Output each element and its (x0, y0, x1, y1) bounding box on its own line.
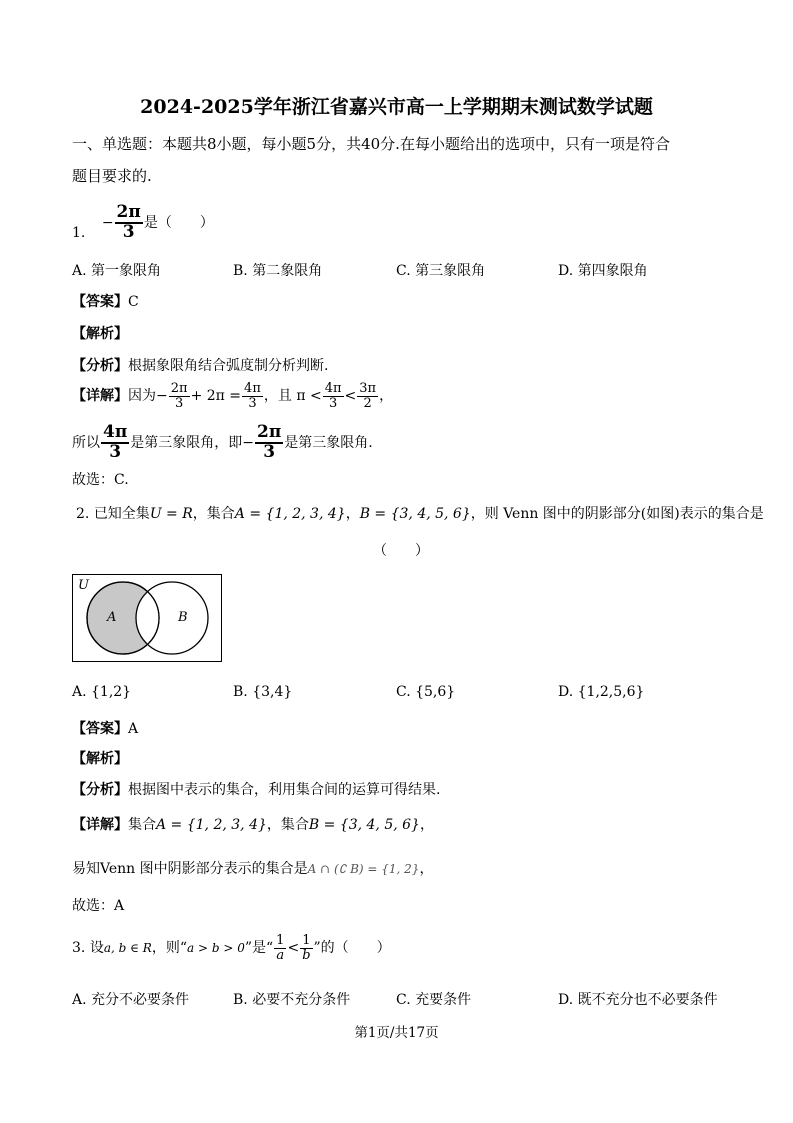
q2-analysis-label: 【解析】 (72, 751, 128, 767)
q3-option-a: A. 充分不必要条件 (72, 992, 190, 1008)
question-number: 1. (72, 224, 86, 241)
q2-easy: 易知Venn 图中阴影部分表示的集合是A ∩ (∁ B) = {1, 2}， (72, 861, 434, 877)
q2-option-b: B. {3,4} (233, 684, 293, 700)
q3-option-d: D. 既不充分也不必要条件 (558, 992, 718, 1008)
venn-diagram (72, 574, 222, 662)
q1-answer: 【答案】C (72, 294, 139, 310)
q1-detail: 【详解】因为− $\frac{2\pi}{3}$ + 2π = $\frac{4\pi}{3}$ ，且 π < $\frac{4\pi}{3}$ < $\frac{3\pi}{2}$ ， (72, 381, 394, 411)
q3-option-b: B. 必要不充分条件 (233, 992, 351, 1008)
page-footer: 第1页/共17页 (354, 1025, 439, 1041)
q2-detail: 【详解】集合A = {1, 2, 3, 4}，集合B = {3, 4, 5, 6}， (72, 817, 434, 833)
q2-paren: （ ） (373, 543, 429, 559)
question-1-stem (72, 204, 214, 242)
q2-option-a: A. {1,2} (72, 684, 132, 700)
q1-analysis-label: 【解析】 (72, 326, 128, 342)
q2-option-d: D. {1,2,5,6} (558, 684, 645, 700)
q1-option-c: C. 第三象限角 (396, 263, 486, 279)
section-header-line1: 一、单选题：本题共8小题，每小题5分，共40分.在每小题给出的选项中，只有一项是符合 (72, 135, 670, 153)
q1-fenxi: 【分析】根据象限角结合弧度制分析判断. (72, 358, 329, 374)
page-title: 2024-2025学年浙江省嘉兴市高一上学期期末测试数学试题 (140, 96, 653, 118)
stem-tail: 是（ ） (143, 214, 214, 231)
venn-diagram-frame (72, 574, 222, 662)
q2-answer: 【答案】A (72, 721, 139, 737)
q1-option-b: B. 第二象限角 (233, 263, 323, 279)
q1-option-d: D. 第四象限角 (558, 263, 648, 279)
q2-fenxi: 【分析】根据图中表示的集合，利用集合间的运算可得结果. (72, 782, 441, 798)
q1-choose: 故选：C. (72, 472, 129, 488)
q2-choose: 故选：A (72, 898, 125, 914)
q1-option-a: A. 第一象限角 (72, 263, 162, 279)
q2-option-c: C. {5,6} (396, 684, 456, 700)
venn-a-label: A (107, 610, 117, 625)
q3-option-c: C. 充要条件 (396, 992, 472, 1008)
venn-b-label: B (178, 610, 188, 625)
q1-so: 所以 $\frac{4\pi}{3}$ 是第三象限角，即− $\frac{2\pi}{3}$ 是第三象限角. (72, 422, 373, 462)
section-header-line2: 题目要求的. (72, 167, 152, 185)
question-3-stem: 3. 设a, b ∈ R，则“a > b > 0”是“ $\frac{1}{a}$ < $\frac{1}{b}$ ”的（ ） (72, 933, 391, 963)
fraction-2pi-over-3: $\frac{2\pi}{3}$ (116, 202, 141, 242)
question-2-stem: 2. 已知全集U = R，集合A = {1, 2, 3, 4}，B = {3, 4, 5, 6}，则 Venn 图中的阴影部分(如图)表示的集合是 (76, 506, 764, 522)
venn-universal-label: U (78, 578, 89, 593)
minus-sign: − (101, 214, 114, 231)
